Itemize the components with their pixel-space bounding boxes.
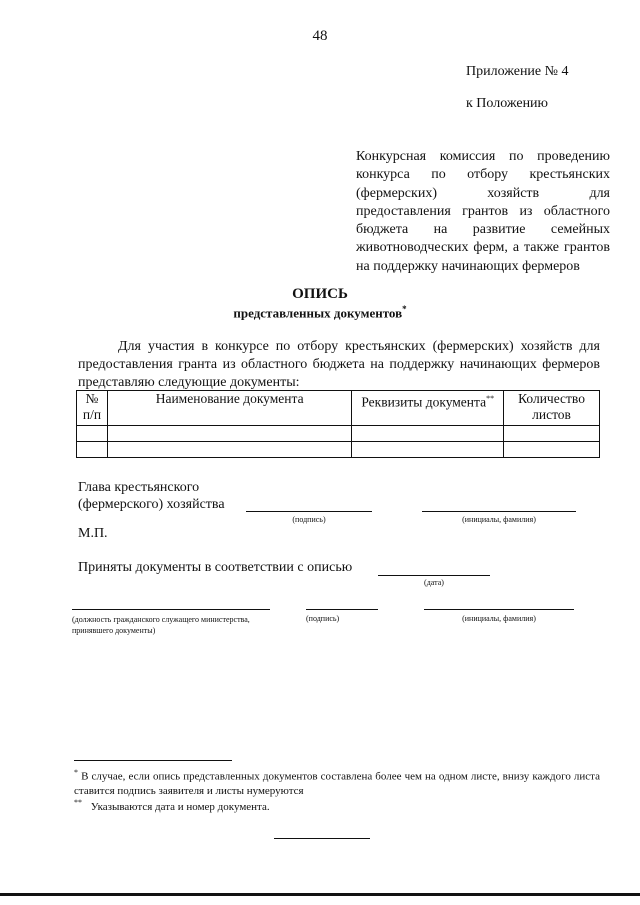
head-label-line1: Глава крестьянского	[78, 480, 200, 495]
table-cell	[77, 442, 108, 458]
acceptance-signature-line	[306, 609, 378, 610]
acceptance-label: Приняты документы в соответствии с описью	[78, 560, 353, 575]
document-subtitle	[0, 304, 640, 321]
header-document-name-label: Наименование документа	[155, 391, 304, 406]
documents-table	[76, 390, 600, 458]
footnote-2	[74, 796, 600, 814]
footnote-separator	[74, 760, 232, 761]
header-document-name	[107, 391, 351, 426]
acceptance-signature-caption: (подпись)	[306, 614, 340, 623]
table-header-row	[77, 391, 600, 426]
footnote-2-mark: **	[74, 798, 82, 807]
table-cell	[107, 442, 351, 458]
acceptance-date-caption: (дата)	[424, 578, 444, 587]
footnote-mark: *	[402, 304, 407, 314]
head-signature-caption: (подпись)	[292, 515, 326, 524]
head-name-line	[422, 511, 576, 512]
position-line	[72, 609, 270, 610]
table-cell	[352, 426, 504, 442]
position-caption: (должность гражданского служащего министерства, принявшего документы)	[72, 615, 250, 635]
head-label-line2: (фермерского) хозяйства	[78, 497, 225, 512]
page-number: 48	[312, 28, 328, 44]
footnote-1-mark: *	[74, 768, 78, 777]
addressee-block: Конкурсная комиссия по проведению конкурса по отбору крестьянских (фермерских) хозяйств для предоставления грантов из областного бюджета на развитие семейных животноводческих ферм, а также грантов на поддержку начинающих фермеров	[356, 149, 610, 274]
acceptance-name-caption: (инициалы, фамилия)	[462, 614, 536, 623]
document-subtitle-text: представленных документов	[233, 305, 403, 321]
table-cell	[504, 426, 600, 442]
bottom-rule	[274, 838, 370, 839]
header-sheet-count	[504, 391, 600, 426]
document-title: ОПИСЬ	[292, 286, 348, 302]
appendix-title: Приложение № 4	[466, 64, 569, 79]
footnote-2-text: Указываются дата и номер документа.	[90, 800, 270, 813]
table-cell	[504, 442, 600, 458]
table-row	[77, 442, 600, 458]
head-name-caption: (инициалы, фамилия)	[462, 515, 536, 524]
header-document-details-label: Реквизиты документа	[361, 394, 487, 410]
header-document-details	[352, 391, 504, 426]
header-footnote-mark: **	[486, 394, 495, 403]
header-number	[77, 391, 108, 426]
stamp-label: М.П.	[78, 526, 108, 541]
page-bottom-edge	[0, 893, 640, 896]
acceptance-name-line	[424, 609, 574, 610]
footnote-1	[74, 766, 600, 798]
footnote-1-text: В случае, если опись представленных документов составлена более чем на одном листе, внизу каждого листа ставится подпись заявителя и листы нумеруются	[74, 770, 601, 797]
table-cell	[107, 426, 351, 442]
head-signature-line	[246, 511, 372, 512]
header-sheet-count-label: Количество листов	[518, 391, 585, 422]
intro-paragraph: Для участия в конкурсе по отбору крестьянских (фермерских) хозяйств для предоставления гранта из областного бюджета на поддержку начинающих фермеров представляю следующие документы:	[78, 339, 600, 390]
header-number-label: № п/п	[82, 391, 102, 422]
acceptance-date-line	[378, 575, 490, 576]
table-cell	[352, 442, 504, 458]
table-cell	[77, 426, 108, 442]
appendix-subtitle: к Положению	[466, 96, 549, 111]
table-row	[77, 426, 600, 442]
